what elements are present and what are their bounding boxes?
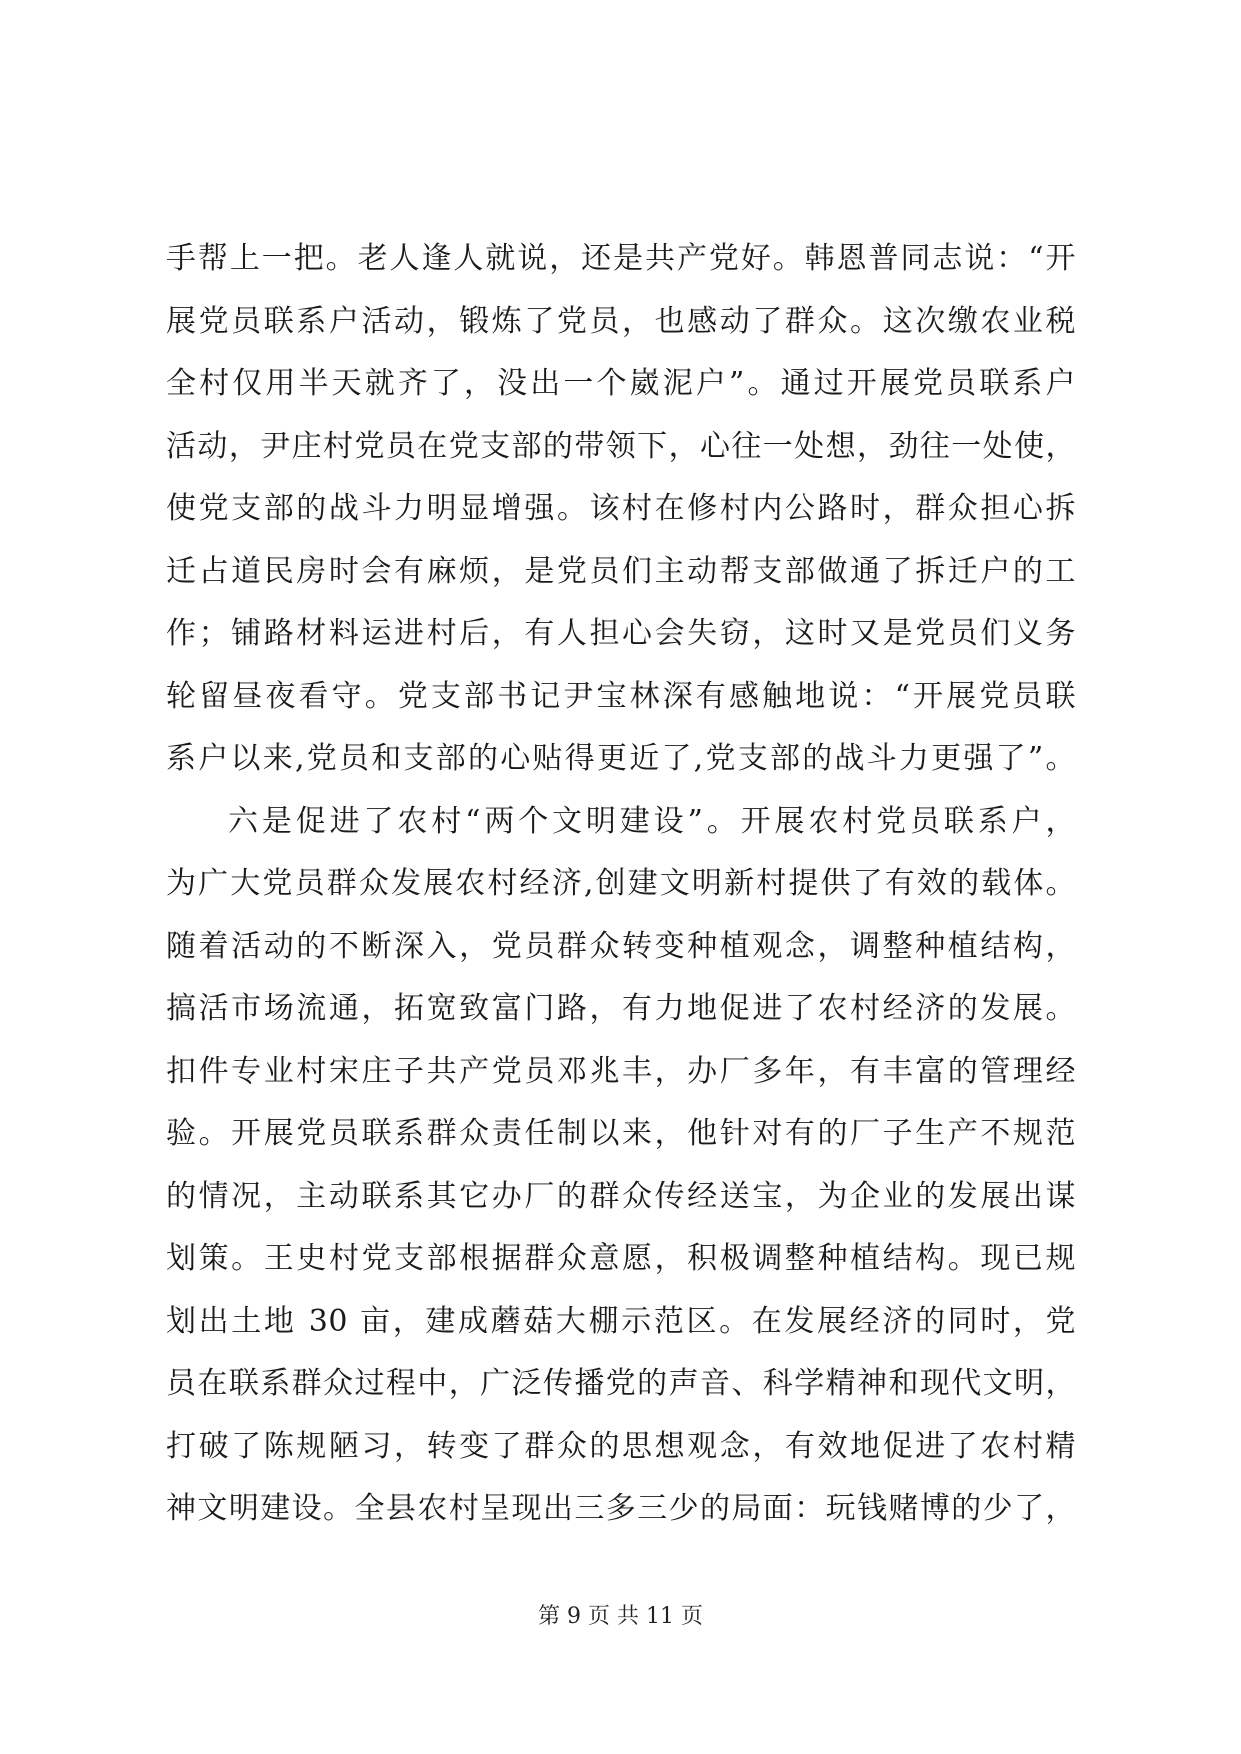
text-line: 迁占道民房时会有麻烦，是党员们主动帮支部做通了拆迁户的工 xyxy=(166,553,1076,589)
page-number-footer: 第 9 页 共 11 页 xyxy=(538,1604,703,1629)
text-line: 的情况，主动联系其它办厂的群众传经送宝，为企业的发展出谋 xyxy=(166,1178,1076,1214)
text-line: 手帮上一把。老人逢人就说，还是共产党好。韩恩普同志说：“开 xyxy=(166,241,1076,276)
text-line: 划策。王史村党支部根据群众意愿，积极调整种植结构。现已规 xyxy=(166,1241,1076,1276)
document-body xyxy=(166,228,1076,1541)
text-line: 六是促进了农村“两个文明建设”。开展农村党员联系户， xyxy=(228,803,1076,839)
text-line: 员在联系群众过程中，广泛传播党的声音、科学精神和现代文明， xyxy=(166,1366,1076,1401)
text-line: 随着活动的不断深入，党员群众转变种植观念，调整种植结构， xyxy=(166,928,1076,964)
text-line: 使党支部的战斗力明显增强。该村在修村内公路时，群众担心拆 xyxy=(166,491,1076,526)
text-line: 搞活市场流通，拓宽致富门路，有力地促进了农村经济的发展。 xyxy=(166,991,1076,1026)
text-line: 轮留昼夜看守。党支部书记尹宝林深有感触地说：“开展党员联 xyxy=(166,678,1076,714)
text-line: 系户以来,党员和支部的心贴得更近了,党支部的战斗力更强了”。 xyxy=(166,741,1076,776)
text-line: 全村仅用半天就齐了，没出一个崴泥户”。通过开展党员联系户 xyxy=(166,366,1076,401)
text-line: 扣件专业村宋庄子共产党员邓兆丰，办厂多年，有丰富的管理经 xyxy=(166,1053,1076,1089)
paragraph xyxy=(166,791,1076,1541)
text-line: 展党员联系户活动，锻炼了党员，也感动了群众。这次缴农业税 xyxy=(166,303,1076,339)
text-line: 验。开展党员联系群众责任制以来，他针对有的厂子生产不规范 xyxy=(166,1116,1076,1151)
text-line: 打破了陈规陋习，转变了群众的思想观念，有效地促进了农村精 xyxy=(166,1428,1076,1464)
text-line: 神文明建设。全县农村呈现出三多三少的局面：玩钱赌博的少了， xyxy=(166,1491,1076,1526)
paragraph xyxy=(166,228,1076,791)
text-line: 活动，尹庄村党员在党支部的带领下，心往一处想，劲往一处使， xyxy=(166,428,1076,464)
text-line: 作；铺路材料运进村后，有人担心会失窃，这时又是党员们义务 xyxy=(166,616,1076,651)
text-line: 划出土地 30 亩，建成蘑菇大棚示范区。在发展经济的同时，党 xyxy=(166,1303,1076,1339)
text-line: 为广大党员群众发展农村经济,创建文明新村提供了有效的载体。 xyxy=(166,866,1076,901)
